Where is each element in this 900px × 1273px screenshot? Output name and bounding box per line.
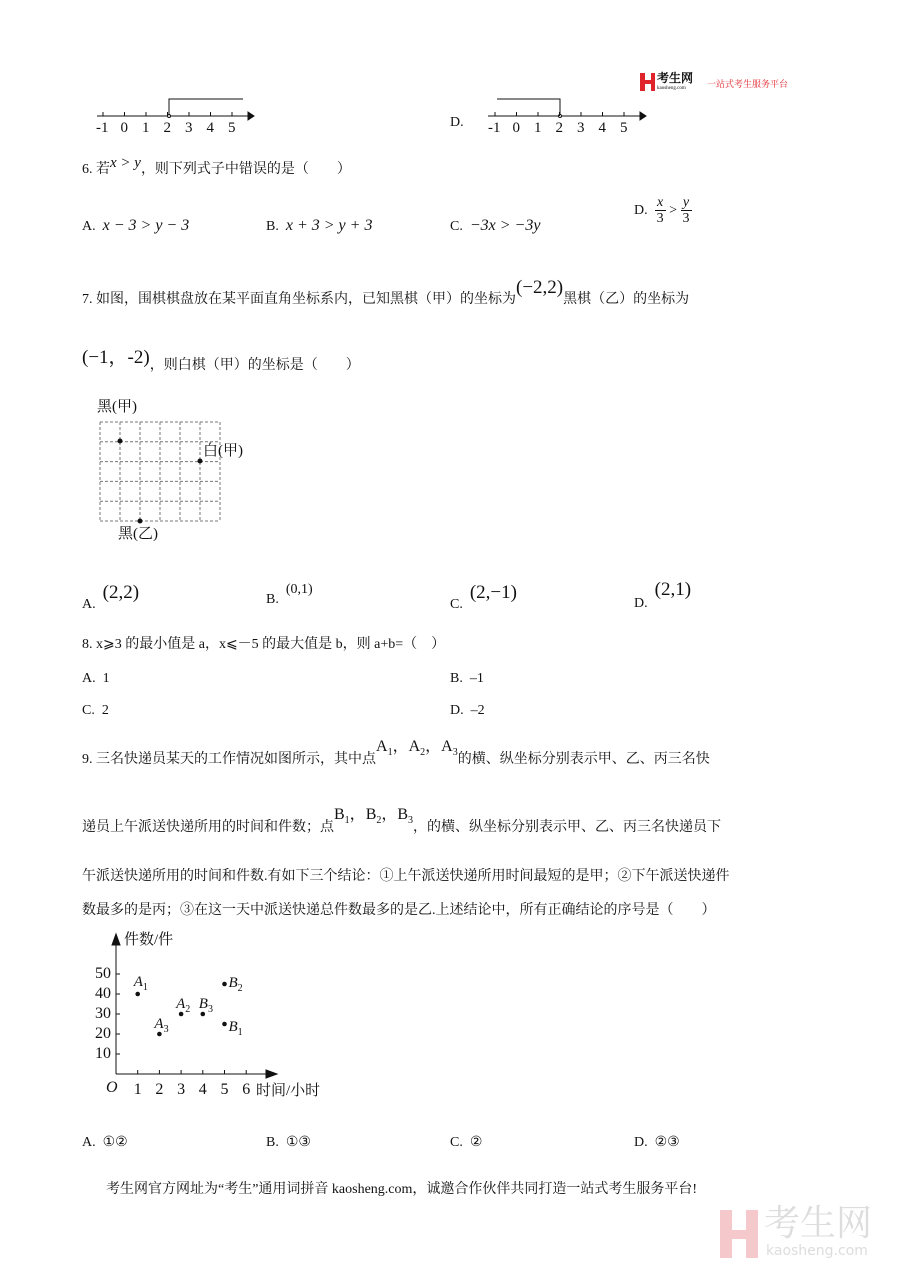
q6-option-d[interactable]: D. $\frac{x}{3}$ > $\frac{y}{3}$ <box>634 195 690 227</box>
label-white-a: 白(甲) <box>203 443 243 459</box>
q7-option-c[interactable]: C. (2,−1) <box>450 582 517 612</box>
numberline-label: 0 <box>120 120 128 136</box>
q9-option-c[interactable]: C. ② <box>450 1135 483 1150</box>
y-tick-label: 20 <box>95 1025 111 1042</box>
x-tick-label: 4 <box>198 1081 207 1098</box>
q9-option-d[interactable]: D. ②③ <box>634 1135 680 1150</box>
x-tick-label: 3 <box>177 1081 186 1098</box>
numberline-label: 1 <box>534 120 542 136</box>
q7-coord1: (−2,2) <box>516 277 564 298</box>
label-black-a: 黑(甲) <box>97 399 137 415</box>
footer-text: 考生网官方网址为“考生”通用词拼音 kaosheng.com，诚邀合作伙伴共同打造一站式考生服务平台! <box>106 1182 698 1197</box>
q8-option-b[interactable]: B. –1 <box>450 671 484 686</box>
q6-option-a[interactable]: A. x − 3 > y − 3 <box>82 217 190 234</box>
numberline-label: 2 <box>163 120 171 136</box>
point-label: $B_3$ <box>198 996 213 1015</box>
q8-option-a[interactable]: A. 1 <box>82 671 110 686</box>
chart-origin: O <box>106 1079 118 1096</box>
q8-stem: 8. x⩾3 的最小值是 a，x⩽－5 的最大值是 b，则 a+b=（ ） <box>82 637 446 652</box>
x-tick-label: 5 <box>220 1081 229 1098</box>
point-label: $A_3$ <box>154 1016 169 1035</box>
q5-option-d-label: D. <box>450 115 464 130</box>
q9-stem-line4: 数最多的是丙；③在这一天中派送快递总件数最多的是乙.上述结论中，所有正确结论的序号是（ ） <box>82 903 716 918</box>
q9-stem-line1: 9. 三名快递员某天的工作情况如图所示，其中点$A_1$，$A_2$，$A_3$的横、纵坐标分别表示甲、乙、丙三名快 <box>82 738 710 767</box>
q7-stem-line1: 7. 如图，围棋棋盘放在某平面直角坐标系内，已知黑棋（甲）的坐标为(−2,2)黑棋（乙）的坐标为 <box>82 277 690 307</box>
numberline-label: -1 <box>96 120 109 136</box>
q9-option-a[interactable]: A. ①② <box>82 1135 128 1150</box>
y-tick-label: 40 <box>95 985 111 1002</box>
q8-option-c[interactable]: C. 2 <box>82 703 109 718</box>
q9-stem-line3: 午派送快递所用的时间和件数.有如下三个结论：①上午派送快递所用时间最短的是甲；②下午派送快递件 <box>82 869 730 884</box>
numberline-label: 4 <box>598 120 606 136</box>
numberline-label: 1 <box>142 120 150 136</box>
numberline-label: -1 <box>488 120 501 136</box>
numberline-label: 3 <box>577 120 585 136</box>
q7-coord2: (−1，-2) <box>82 347 150 368</box>
q9-option-b[interactable]: B. ①③ <box>266 1135 311 1150</box>
q7-option-d[interactable]: D. (2,1) <box>634 579 692 611</box>
logo-text: 考生网 <box>657 71 694 85</box>
point-label: $B_2$ <box>228 975 243 994</box>
y-tick-label: 10 <box>95 1045 111 1062</box>
q6-option-b[interactable]: B. x + 3 > y + 3 <box>266 217 373 234</box>
numberline-label: 2 <box>555 120 563 136</box>
q9-stem-line2: 递员上午派送快递所用的时间和件数；点$B_1$，$B_2$，$B_3$，的横、纵坐标分别表示甲、乙、丙三名快递员下 <box>82 806 722 835</box>
x-tick-label: 2 <box>155 1081 164 1098</box>
numberline-label: 5 <box>620 120 628 136</box>
numberline-label: 4 <box>206 120 214 136</box>
chart-xlabel: 时间/小时 <box>256 1083 321 1099</box>
q6-stem-post: ，则下列式子中错误的是（ ） <box>140 162 351 177</box>
q6-option-c[interactable]: C. −3x > −3y <box>450 217 541 234</box>
numberline-label: 0 <box>512 120 520 136</box>
point-label: $A_2$ <box>176 996 191 1015</box>
x-tick-label: 1 <box>133 1081 142 1098</box>
chart-ylabel: 件数/件 <box>124 932 174 948</box>
q8-option-d[interactable]: D. –2 <box>450 703 485 718</box>
q7-stem-line2: (−1，-2)，则白棋（甲）的坐标是（ ） <box>82 347 360 373</box>
point-label: $A_1$ <box>133 974 148 993</box>
q7-option-b[interactable]: B. (0,1) <box>266 582 313 607</box>
header-tagline: 一站式考生服务平台 <box>707 79 789 89</box>
q6-stem-pre: 6. 若 <box>82 162 110 177</box>
q6-stem-math: x > y <box>110 155 141 171</box>
point-label: $B_1$ <box>228 1019 243 1038</box>
q7-option-a[interactable]: A. (2,2) <box>82 582 140 612</box>
label-black-b: 黑(乙) <box>118 526 158 542</box>
numberline-label: 3 <box>185 120 193 136</box>
watermark-sub: kaosheng.com <box>766 1243 868 1259</box>
logo-sub: kaosheng.com <box>657 86 686 91</box>
x-tick-label: 6 <box>242 1081 251 1098</box>
y-tick-label: 30 <box>95 1005 111 1022</box>
watermark-text: 考生网 <box>764 1203 873 1244</box>
y-tick-label: 50 <box>95 965 111 982</box>
numberline-label: 5 <box>228 120 236 136</box>
